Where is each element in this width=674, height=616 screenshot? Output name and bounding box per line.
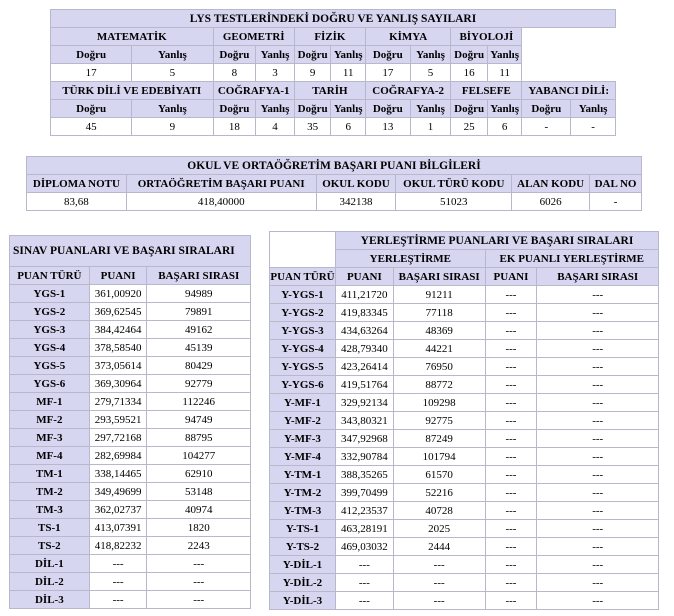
puan-turu-cell: Y-YGS-2	[270, 304, 336, 322]
value-cell: 11	[487, 64, 522, 82]
value-cell: ---	[89, 555, 147, 573]
table-row	[10, 573, 251, 591]
value-cell: ---	[485, 340, 537, 358]
value-cell: 9	[294, 64, 331, 82]
puan-turu-cell: Y-TM-2	[270, 484, 336, 502]
value-cell: 332,90784	[335, 448, 393, 466]
table-row	[270, 538, 659, 556]
value-cell: 419,51764	[335, 376, 393, 394]
puan-turu-cell: MF-4	[10, 447, 90, 465]
table-row	[270, 484, 659, 502]
value-cell: 45	[51, 118, 132, 136]
table-row	[10, 429, 251, 447]
value-cell: 2243	[147, 537, 251, 555]
value-cell: ---	[485, 520, 537, 538]
table-row	[270, 358, 659, 376]
yanlis-label: Yanlış	[571, 100, 616, 118]
table-row	[10, 447, 251, 465]
yanlis-label: Yanlış	[331, 100, 366, 118]
header-basari-sirasi: BAŞARI SIRASI	[147, 267, 251, 285]
value-cell: 412,23537	[335, 502, 393, 520]
lys-title: LYS TESTLERİNDEKİ DOĞRU VE YANLIŞ SAYILARI	[51, 10, 616, 28]
puan-turu-cell: TM-3	[10, 501, 90, 519]
value-cell: ---	[485, 484, 537, 502]
value-cell: 418,82232	[89, 537, 147, 555]
value-cell: 76950	[393, 358, 485, 376]
dogru-label: Doğru	[365, 46, 410, 64]
value-cell: ---	[393, 592, 485, 610]
value-cell: 282,69984	[89, 447, 147, 465]
value-cell: ---	[147, 555, 251, 573]
value-cell: 343,80321	[335, 412, 393, 430]
header-dal-no: DAL NO	[590, 175, 642, 193]
yanlis-label: Yanlış	[256, 100, 295, 118]
value-cell: ---	[537, 286, 659, 304]
header-ortaogretim-puani: ORTAÖĞRETİM BAŞARI PUANI	[126, 175, 316, 193]
value-cell: 297,72168	[89, 429, 147, 447]
value-cell: 1	[410, 118, 451, 136]
header-ek-basari-sirasi: BAŞARI SIRASI	[537, 268, 659, 286]
subject-yabanci-dil: YABANCI DİLİ:	[522, 82, 616, 100]
value-cell: 53148	[147, 483, 251, 501]
table-row	[270, 286, 659, 304]
value-cell: 80429	[147, 357, 251, 375]
header-alan-kodu: ALAN KODU	[512, 175, 590, 193]
value-cell: 349,49699	[89, 483, 147, 501]
value-cell: ---	[393, 574, 485, 592]
blank-cell	[522, 64, 616, 82]
puan-turu-cell: DİL-3	[10, 591, 90, 609]
value-cell: ---	[485, 556, 537, 574]
value-cell: ---	[485, 574, 537, 592]
value-cell: 77118	[393, 304, 485, 322]
table-row	[10, 591, 251, 609]
dogru-label: Doğru	[451, 46, 488, 64]
value-cell: 279,71334	[89, 393, 147, 411]
subject-biyoloji: BİYOLOJİ	[451, 28, 522, 46]
value-cell: ---	[335, 574, 393, 592]
sinav-puanlari-table	[9, 235, 251, 609]
puan-turu-cell: DİL-1	[10, 555, 90, 573]
value-cell: ---	[393, 556, 485, 574]
blank-cell	[522, 28, 616, 46]
puan-turu-cell: MF-2	[10, 411, 90, 429]
value-cell: 347,92968	[335, 430, 393, 448]
value-cell: 94749	[147, 411, 251, 429]
table-row	[270, 322, 659, 340]
puan-turu-cell: Y-TM-3	[270, 502, 336, 520]
puan-turu-cell: TM-2	[10, 483, 90, 501]
sinav-title: SINAV PUANLARI VE BAŞARI SIRALARI	[10, 236, 251, 267]
puan-turu-cell: Y-YGS-3	[270, 322, 336, 340]
yanlis-label: Yanlış	[256, 46, 295, 64]
value-cell: 61570	[393, 466, 485, 484]
value-cell: ---	[537, 448, 659, 466]
table-row	[10, 303, 251, 321]
value-cell: 6026	[512, 193, 590, 211]
value-cell: 293,59521	[89, 411, 147, 429]
yanlis-label: Yanlış	[487, 46, 522, 64]
subject-geometri: GEOMETRİ	[213, 28, 294, 46]
value-cell: ---	[335, 556, 393, 574]
dogru-label: Doğru	[451, 100, 488, 118]
puan-turu-cell: YGS-3	[10, 321, 90, 339]
subheader-yerlestirme: YERLEŞTİRME	[335, 250, 485, 268]
blank-cell	[270, 232, 336, 268]
yanlis-label: Yanlış	[487, 100, 522, 118]
value-cell: 17	[365, 64, 410, 82]
value-cell: ---	[147, 573, 251, 591]
table-row	[10, 519, 251, 537]
okul-info-table	[26, 156, 642, 211]
value-cell: 92775	[393, 412, 485, 430]
value-cell: 373,05614	[89, 357, 147, 375]
value-cell: 49162	[147, 321, 251, 339]
value-cell: 419,83345	[335, 304, 393, 322]
header-basari-sirasi: BAŞARI SIRASI	[393, 268, 485, 286]
yanlis-label: Yanlış	[331, 46, 366, 64]
value-cell: 2444	[393, 538, 485, 556]
value-cell: 16	[451, 64, 488, 82]
puan-turu-cell: YGS-4	[10, 339, 90, 357]
value-cell: 25	[451, 118, 488, 136]
value-cell: 423,26414	[335, 358, 393, 376]
puan-turu-cell: Y-YGS-5	[270, 358, 336, 376]
table-row	[10, 465, 251, 483]
yanlis-label: Yanlış	[410, 100, 451, 118]
yanlis-label: Yanlış	[132, 100, 213, 118]
value-cell: -	[571, 118, 616, 136]
dogru-label: Doğru	[213, 100, 256, 118]
puan-turu-cell: Y-MF-2	[270, 412, 336, 430]
value-cell: 109298	[393, 394, 485, 412]
value-cell: ---	[485, 304, 537, 322]
table-row	[270, 412, 659, 430]
value-cell: ---	[485, 358, 537, 376]
value-cell: 1820	[147, 519, 251, 537]
value-cell: ---	[485, 322, 537, 340]
header-okul-turu-kodu: OKUL TÜRÜ KODU	[396, 175, 512, 193]
value-cell: ---	[537, 520, 659, 538]
table-row	[10, 357, 251, 375]
value-cell: ---	[485, 430, 537, 448]
value-cell: 5	[410, 64, 451, 82]
puan-turu-cell: MF-3	[10, 429, 90, 447]
table-row	[270, 466, 659, 484]
value-cell: -	[522, 118, 571, 136]
value-cell: ---	[335, 592, 393, 610]
value-cell: 342138	[316, 193, 396, 211]
puan-turu-cell: YGS-1	[10, 285, 90, 303]
value-cell: ---	[485, 448, 537, 466]
table-row	[270, 430, 659, 448]
value-cell: 2025	[393, 520, 485, 538]
value-cell: ---	[537, 322, 659, 340]
table-row	[10, 411, 251, 429]
subject-felsefe: FELSEFE	[451, 82, 522, 100]
puan-turu-cell: Y-DİL-3	[270, 592, 336, 610]
value-cell: 5	[132, 64, 213, 82]
puan-turu-cell: YGS-2	[10, 303, 90, 321]
value-cell: 44221	[393, 340, 485, 358]
puan-turu-cell: TM-1	[10, 465, 90, 483]
puan-turu-cell: Y-MF-3	[270, 430, 336, 448]
table-row	[10, 483, 251, 501]
value-cell: 52216	[393, 484, 485, 502]
value-cell: 62910	[147, 465, 251, 483]
value-cell: ---	[537, 574, 659, 592]
puan-turu-cell: TS-1	[10, 519, 90, 537]
header-ek-puani: PUANI	[485, 268, 537, 286]
dogru-label: Doğru	[294, 46, 331, 64]
table-row	[270, 394, 659, 412]
table-row	[10, 501, 251, 519]
value-cell: ---	[147, 591, 251, 609]
header-puani: PUANI	[335, 268, 393, 286]
table-row	[270, 502, 659, 520]
value-cell: ---	[537, 466, 659, 484]
value-cell: 384,42464	[89, 321, 147, 339]
value-cell: 11	[331, 64, 366, 82]
puan-turu-cell: DİL-2	[10, 573, 90, 591]
value-cell: ---	[485, 394, 537, 412]
yanlis-label: Yanlış	[132, 46, 213, 64]
puan-turu-cell: Y-DİL-2	[270, 574, 336, 592]
table-row	[10, 375, 251, 393]
puan-turu-cell: Y-YGS-6	[270, 376, 336, 394]
value-cell: ---	[537, 412, 659, 430]
value-cell: ---	[485, 376, 537, 394]
value-cell: ---	[537, 358, 659, 376]
value-cell: ---	[485, 412, 537, 430]
value-cell: 388,35265	[335, 466, 393, 484]
subject-fizik: FİZİK	[294, 28, 365, 46]
value-cell: 6	[487, 118, 522, 136]
dogru-label: Doğru	[51, 46, 132, 64]
value-cell: ---	[537, 394, 659, 412]
value-cell: ---	[537, 376, 659, 394]
table-row	[270, 574, 659, 592]
value-cell: ---	[485, 538, 537, 556]
value-cell: 91211	[393, 286, 485, 304]
puan-turu-cell: YGS-5	[10, 357, 90, 375]
value-cell: ---	[89, 573, 147, 591]
puan-turu-cell: MF-1	[10, 393, 90, 411]
table-row	[270, 448, 659, 466]
value-cell: ---	[537, 430, 659, 448]
table-row	[270, 340, 659, 358]
puan-turu-cell: Y-TS-2	[270, 538, 336, 556]
value-cell: ---	[485, 466, 537, 484]
value-cell: 88772	[393, 376, 485, 394]
value-cell: 413,07391	[89, 519, 147, 537]
value-cell: 6	[331, 118, 366, 136]
value-cell: 361,00920	[89, 285, 147, 303]
dogru-label: Doğru	[294, 100, 331, 118]
table-row	[270, 304, 659, 322]
table-row	[10, 393, 251, 411]
value-cell: 101794	[393, 448, 485, 466]
value-cell: 87249	[393, 430, 485, 448]
table-row	[270, 376, 659, 394]
yerlestirme-title: YERLEŞTİRME PUANLARI VE BAŞARI SIRALARI	[335, 232, 658, 250]
value-cell: ---	[537, 538, 659, 556]
value-cell: 369,30964	[89, 375, 147, 393]
value-cell: 112246	[147, 393, 251, 411]
value-cell: 104277	[147, 447, 251, 465]
value-cell: 18	[213, 118, 256, 136]
subheader-ek-puanli: EK PUANLI YERLEŞTİRME	[485, 250, 658, 268]
puan-turu-cell: Y-MF-4	[270, 448, 336, 466]
value-cell: 48369	[393, 322, 485, 340]
value-cell: 40728	[393, 502, 485, 520]
value-cell: 51023	[396, 193, 512, 211]
puan-turu-cell: Y-TM-1	[270, 466, 336, 484]
value-cell: 13	[365, 118, 410, 136]
table-row	[10, 555, 251, 573]
value-cell: 369,62545	[89, 303, 147, 321]
value-cell: 469,03032	[335, 538, 393, 556]
puan-turu-cell: Y-DİL-1	[270, 556, 336, 574]
header-puan-turu: PUAN TÜRÜ	[10, 267, 90, 285]
header-puan-turu: PUAN TÜRÜ	[270, 268, 336, 286]
value-cell: 378,58540	[89, 339, 147, 357]
subject-cografya-2: COĞRAFYA-2	[365, 82, 450, 100]
lys-results-table	[50, 9, 616, 136]
table-row	[10, 321, 251, 339]
value-cell: 17	[51, 64, 132, 82]
puan-turu-cell: Y-TS-1	[270, 520, 336, 538]
value-cell: ---	[537, 556, 659, 574]
subject-turk-dili: TÜRK DİLİ VE EDEBİYATI	[51, 82, 214, 100]
puan-turu-cell: TS-2	[10, 537, 90, 555]
header-diploma-notu: DİPLOMA NOTU	[27, 175, 127, 193]
header-okul-kodu: OKUL KODU	[316, 175, 396, 193]
value-cell: ---	[537, 304, 659, 322]
value-cell: 362,02737	[89, 501, 147, 519]
yerlestirme-table	[269, 231, 659, 610]
table-row	[10, 339, 251, 357]
okul-title: OKUL VE ORTAÖĞRETİM BAŞARI PUANI BİLGİLERİ	[27, 157, 642, 175]
value-cell: ---	[537, 502, 659, 520]
puan-turu-cell: Y-YGS-1	[270, 286, 336, 304]
puan-turu-cell: Y-MF-1	[270, 394, 336, 412]
value-cell: 411,21720	[335, 286, 393, 304]
yanlis-label: Yanlış	[410, 46, 451, 64]
header-puani: PUANI	[89, 267, 147, 285]
value-cell: 94989	[147, 285, 251, 303]
value-cell: 92779	[147, 375, 251, 393]
value-cell: ---	[485, 502, 537, 520]
value-cell: 45139	[147, 339, 251, 357]
value-cell: 338,14465	[89, 465, 147, 483]
value-cell: 329,92134	[335, 394, 393, 412]
value-cell: ---	[537, 340, 659, 358]
value-cell: 9	[132, 118, 213, 136]
value-cell: 434,63264	[335, 322, 393, 340]
value-cell: ---	[485, 592, 537, 610]
table-row	[270, 592, 659, 610]
value-cell: 399,70499	[335, 484, 393, 502]
value-cell: 83,68	[27, 193, 127, 211]
value-cell: ---	[485, 286, 537, 304]
table-row	[270, 556, 659, 574]
value-cell: 35	[294, 118, 331, 136]
value-cell: 418,40000	[126, 193, 316, 211]
dogru-label: Doğru	[522, 100, 571, 118]
value-cell: 4	[256, 118, 295, 136]
value-cell: 3	[256, 64, 295, 82]
value-cell: 8	[213, 64, 256, 82]
subject-kimya: KİMYA	[365, 28, 450, 46]
table-row	[270, 520, 659, 538]
blank-cell	[522, 46, 616, 64]
value-cell: 428,79340	[335, 340, 393, 358]
dogru-label: Doğru	[51, 100, 132, 118]
value-cell: -	[590, 193, 642, 211]
value-cell: ---	[89, 591, 147, 609]
subject-matematik: MATEMATİK	[51, 28, 214, 46]
value-cell: 79891	[147, 303, 251, 321]
value-cell: ---	[537, 592, 659, 610]
value-cell: 463,28191	[335, 520, 393, 538]
puan-turu-cell: YGS-6	[10, 375, 90, 393]
puan-turu-cell: Y-YGS-4	[270, 340, 336, 358]
dogru-label: Doğru	[213, 46, 256, 64]
value-cell: 40974	[147, 501, 251, 519]
table-row	[10, 285, 251, 303]
value-cell: 88795	[147, 429, 251, 447]
dogru-label: Doğru	[365, 100, 410, 118]
value-cell: ---	[537, 484, 659, 502]
subject-tarih: TARİH	[294, 82, 365, 100]
subject-cografya-1: COĞRAFYA-1	[213, 82, 294, 100]
table-row	[10, 537, 251, 555]
